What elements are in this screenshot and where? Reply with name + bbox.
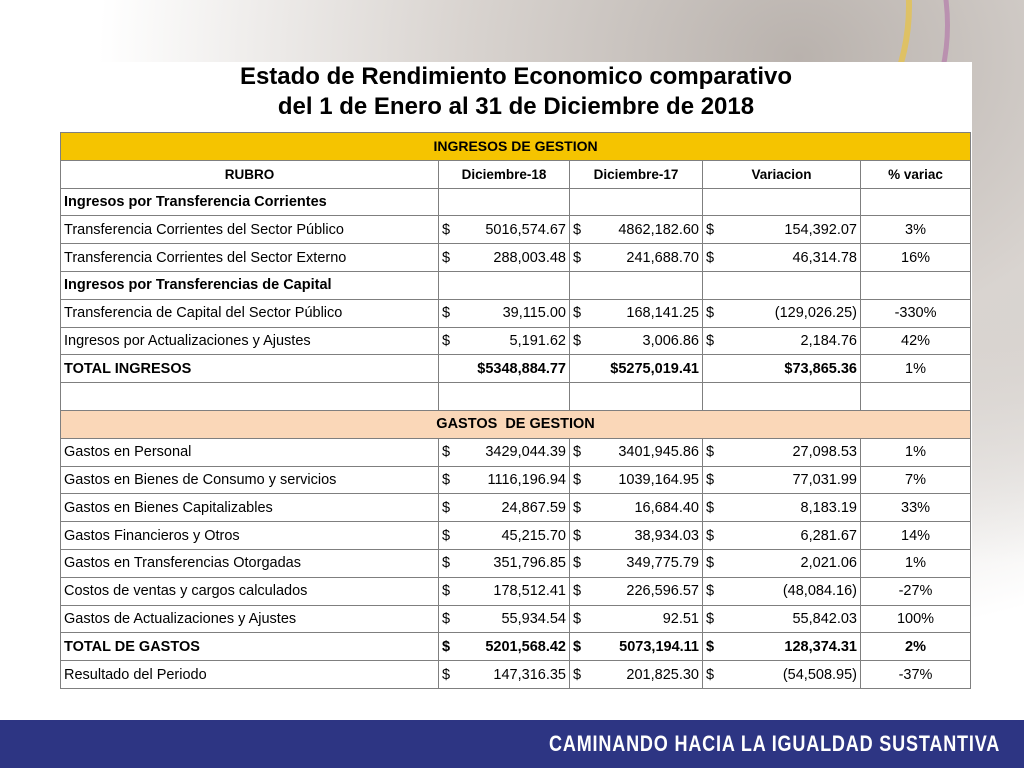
amount: 6,281.67 [800, 527, 857, 544]
row-label: Transferencia Corrientes del Sector Público [61, 216, 439, 244]
amount: 147,316.35 [493, 666, 566, 683]
currency-symbol: $ [442, 471, 451, 488]
ingresos-rows-1 [61, 216, 971, 272]
table-row [61, 466, 971, 494]
currency-symbol: $ [573, 499, 582, 516]
amount: 2,184.76 [800, 332, 857, 349]
gastos-band-row [61, 410, 971, 438]
currency-symbol: $ [573, 444, 582, 461]
currency-symbol: $ [442, 332, 451, 349]
section-title: Ingresos por Transferencias de Capital [61, 271, 439, 299]
currency-symbol: $ [573, 221, 582, 238]
total-dic17: $5275,019.41 [570, 355, 703, 383]
cell-variacion [703, 244, 861, 272]
table-row [61, 605, 971, 633]
row-label: Gastos en Bienes Capitalizables [61, 494, 439, 522]
currency-symbol: $ [442, 444, 451, 461]
currency-symbol: $ [706, 638, 715, 655]
cell-dic18 [439, 633, 570, 661]
amount: 2,021.06 [800, 555, 857, 572]
table-row [61, 549, 971, 577]
row-label: Costos de ventas y cargos calculados [61, 577, 439, 605]
cell-variacion [703, 522, 861, 550]
currency-symbol: $ [706, 666, 715, 683]
currency-symbol: $ [573, 332, 582, 349]
row-label: Gastos Financieros y Otros [61, 522, 439, 550]
cell-pct: 2% [861, 633, 971, 661]
currency-symbol: $ [442, 221, 451, 238]
empty-cell [703, 271, 861, 299]
total-pct: 1% [861, 355, 971, 383]
row-label: Ingresos por Actualizaciones y Ajustes [61, 327, 439, 355]
cell-dic17 [570, 522, 703, 550]
row-label: TOTAL INGRESOS [61, 355, 439, 383]
cell-pct: 16% [861, 244, 971, 272]
amount: 178,512.41 [493, 583, 566, 600]
column-header-dic17: Diciembre-17 [570, 160, 703, 188]
page-title [60, 62, 972, 122]
currency-symbol: $ [573, 666, 582, 683]
cell-dic17 [570, 605, 703, 633]
footer-bar [0, 720, 1024, 768]
amount: 288,003.48 [493, 249, 566, 266]
currency-symbol: $ [442, 249, 451, 266]
cell-dic18 [439, 661, 570, 689]
currency-symbol: $ [573, 555, 582, 572]
currency-symbol: $ [706, 610, 715, 627]
cell-variacion [703, 661, 861, 689]
cell-pct: -37% [861, 661, 971, 689]
cell-pct: -330% [861, 299, 971, 327]
currency-symbol: $ [573, 527, 582, 544]
cell-variacion [703, 549, 861, 577]
amount: 1116,196.94 [487, 471, 566, 488]
currency-symbol: $ [573, 583, 582, 600]
ingresos-band-row [61, 133, 971, 161]
currency-symbol: $ [573, 249, 582, 266]
cell-dic17 [570, 299, 703, 327]
cell-dic17 [570, 466, 703, 494]
total-ingresos-row [61, 355, 971, 383]
amount: 46,314.78 [792, 249, 857, 266]
cell-variacion [703, 299, 861, 327]
currency-symbol: $ [442, 583, 451, 600]
currency-symbol: $ [706, 221, 715, 238]
financial-statement-table [60, 132, 971, 689]
currency-symbol: $ [706, 332, 715, 349]
cell-dic17 [570, 549, 703, 577]
table-row [61, 327, 971, 355]
cell-dic18 [439, 438, 570, 466]
section-row [61, 271, 971, 299]
amount: 5016,574.67 [485, 221, 566, 238]
amount: 16,684.40 [634, 499, 699, 516]
amount: 8,183.19 [800, 499, 857, 516]
currency-symbol: $ [573, 610, 582, 627]
gastos-band: GASTOS DE GESTION [61, 410, 971, 438]
currency-symbol: $ [706, 444, 715, 461]
cell-variacion [703, 466, 861, 494]
resultado [61, 661, 971, 689]
column-header-rubro: RUBRO [61, 160, 439, 188]
row-label: Transferencia Corrientes del Sector Externo [61, 244, 439, 272]
cell-dic18 [439, 494, 570, 522]
empty-cell [570, 188, 703, 216]
row-label: Gastos de Actualizaciones y Ajustes [61, 605, 439, 633]
amount: 55,842.03 [792, 610, 857, 627]
title-line-1: Estado de Rendimiento Economico comparativo [239, 63, 793, 90]
amount: (48,084.16) [782, 583, 857, 600]
amount: 154,392.07 [784, 221, 857, 238]
amount: 5073,194.11 [619, 638, 699, 655]
amount: 39,115.00 [502, 305, 566, 322]
spacer-row [61, 383, 971, 411]
total-dic18: $5348,884.77 [439, 355, 570, 383]
row-label: Gastos en Transferencias Otorgadas [61, 549, 439, 577]
cell-dic18 [439, 244, 570, 272]
cell-dic18 [439, 216, 570, 244]
cell-dic18 [439, 577, 570, 605]
currency-symbol: $ [442, 527, 451, 544]
currency-symbol: $ [442, 499, 451, 516]
cell-pct: 3% [861, 216, 971, 244]
table-row [61, 216, 971, 244]
cell-dic17 [570, 633, 703, 661]
amount: 201,825.30 [626, 666, 699, 683]
empty-cell [439, 188, 570, 216]
amount: 4862,182.60 [618, 221, 699, 238]
row-label: Transferencia de Capital del Sector Público [61, 299, 439, 327]
currency-symbol: $ [706, 583, 715, 600]
cell-pct: 7% [861, 466, 971, 494]
cell-pct: 14% [861, 522, 971, 550]
row-label: Gastos en Bienes de Consumo y servicios [61, 466, 439, 494]
cell-variacion [703, 605, 861, 633]
cell-variacion [703, 216, 861, 244]
column-header-pct: % variac [861, 160, 971, 188]
cell-dic17 [570, 438, 703, 466]
empty-cell [861, 383, 971, 411]
empty-cell [439, 271, 570, 299]
cell-dic18 [439, 522, 570, 550]
table-row [61, 299, 971, 327]
amount: 55,934.54 [501, 610, 566, 627]
cell-dic17 [570, 216, 703, 244]
table-row [61, 633, 971, 661]
ingresos-rows-2 [61, 299, 971, 355]
cell-dic17 [570, 244, 703, 272]
amount: 24,867.59 [501, 499, 566, 516]
total-variacion: $73,865.36 [703, 355, 861, 383]
empty-cell [570, 271, 703, 299]
section-title: Ingresos por Transferencia Corrientes [61, 188, 439, 216]
cell-variacion [703, 327, 861, 355]
cell-variacion [703, 438, 861, 466]
empty-cell [570, 383, 703, 411]
cell-dic17 [570, 577, 703, 605]
cell-dic17 [570, 661, 703, 689]
amount: 38,934.03 [634, 527, 699, 544]
currency-symbol: $ [706, 249, 715, 266]
amount: 226,596.57 [626, 583, 699, 600]
title-line-2: del 1 de Enero al 31 de Diciembre de 2018 [277, 93, 755, 120]
cell-pct: 1% [861, 438, 971, 466]
amount: 241,688.70 [626, 249, 699, 266]
amount: 349,775.79 [626, 555, 699, 572]
cell-dic18 [439, 549, 570, 577]
amount: 77,031.99 [792, 471, 857, 488]
amount: (54,508.95) [782, 666, 857, 683]
amount: 168,141.25 [626, 305, 699, 322]
currency-symbol: $ [706, 471, 715, 488]
amount: 1039,164.95 [618, 471, 699, 488]
currency-symbol: $ [573, 471, 582, 488]
empty-cell [861, 188, 971, 216]
cell-variacion [703, 633, 861, 661]
table-row [61, 494, 971, 522]
amount: 3401,945.86 [618, 444, 699, 461]
currency-symbol: $ [573, 638, 582, 655]
cell-variacion [703, 494, 861, 522]
ingresos-band: INGRESOS DE GESTION [61, 133, 971, 161]
amount: 92.51 [662, 610, 699, 627]
cell-pct: 1% [861, 549, 971, 577]
column-header-dic18: Diciembre-18 [439, 160, 570, 188]
cell-dic18 [439, 299, 570, 327]
table-row [61, 661, 971, 689]
currency-symbol: $ [442, 638, 451, 655]
table-row [61, 522, 971, 550]
empty-cell [61, 383, 439, 411]
currency-symbol: $ [706, 305, 715, 322]
table-row [61, 577, 971, 605]
column-header-variacion: Variacion [703, 160, 861, 188]
cell-pct: 100% [861, 605, 971, 633]
cell-dic17 [570, 494, 703, 522]
currency-symbol: $ [442, 610, 451, 627]
currency-symbol: $ [442, 555, 451, 572]
currency-symbol: $ [706, 555, 715, 572]
row-label: TOTAL DE GASTOS [61, 633, 439, 661]
empty-cell [703, 188, 861, 216]
table-row [61, 438, 971, 466]
amount: 3,006.86 [642, 332, 699, 349]
cell-pct: 42% [861, 327, 971, 355]
amount: 45,215.70 [501, 527, 566, 544]
amount: 5,191.62 [509, 332, 566, 349]
cell-dic18 [439, 327, 570, 355]
row-label: Gastos en Personal [61, 438, 439, 466]
amount: 5201,568.42 [485, 638, 566, 655]
empty-cell [703, 383, 861, 411]
amount: 27,098.53 [792, 444, 857, 461]
amount: 128,374.31 [784, 638, 857, 655]
currency-symbol: $ [706, 527, 715, 544]
cell-dic18 [439, 605, 570, 633]
currency-symbol: $ [573, 305, 582, 322]
footer-slogan: CAMINANDO HACIA LA IGUALDAD SUSTANTIVA [548, 731, 1000, 756]
gastos-total [61, 633, 971, 661]
cell-dic17 [570, 327, 703, 355]
row-label: Resultado del Periodo [61, 661, 439, 689]
amount: 3429,044.39 [485, 444, 566, 461]
empty-cell [439, 383, 570, 411]
amount: (129,026.25) [774, 305, 857, 322]
header-row [61, 160, 971, 188]
gastos-rows [61, 438, 971, 633]
cell-dic18 [439, 466, 570, 494]
cell-variacion [703, 577, 861, 605]
cell-pct: 33% [861, 494, 971, 522]
table-row [61, 244, 971, 272]
empty-cell [861, 271, 971, 299]
currency-symbol: $ [442, 666, 451, 683]
currency-symbol: $ [442, 305, 451, 322]
cell-pct: -27% [861, 577, 971, 605]
section-row [61, 188, 971, 216]
amount: 351,796.85 [493, 555, 566, 572]
currency-symbol: $ [706, 499, 715, 516]
